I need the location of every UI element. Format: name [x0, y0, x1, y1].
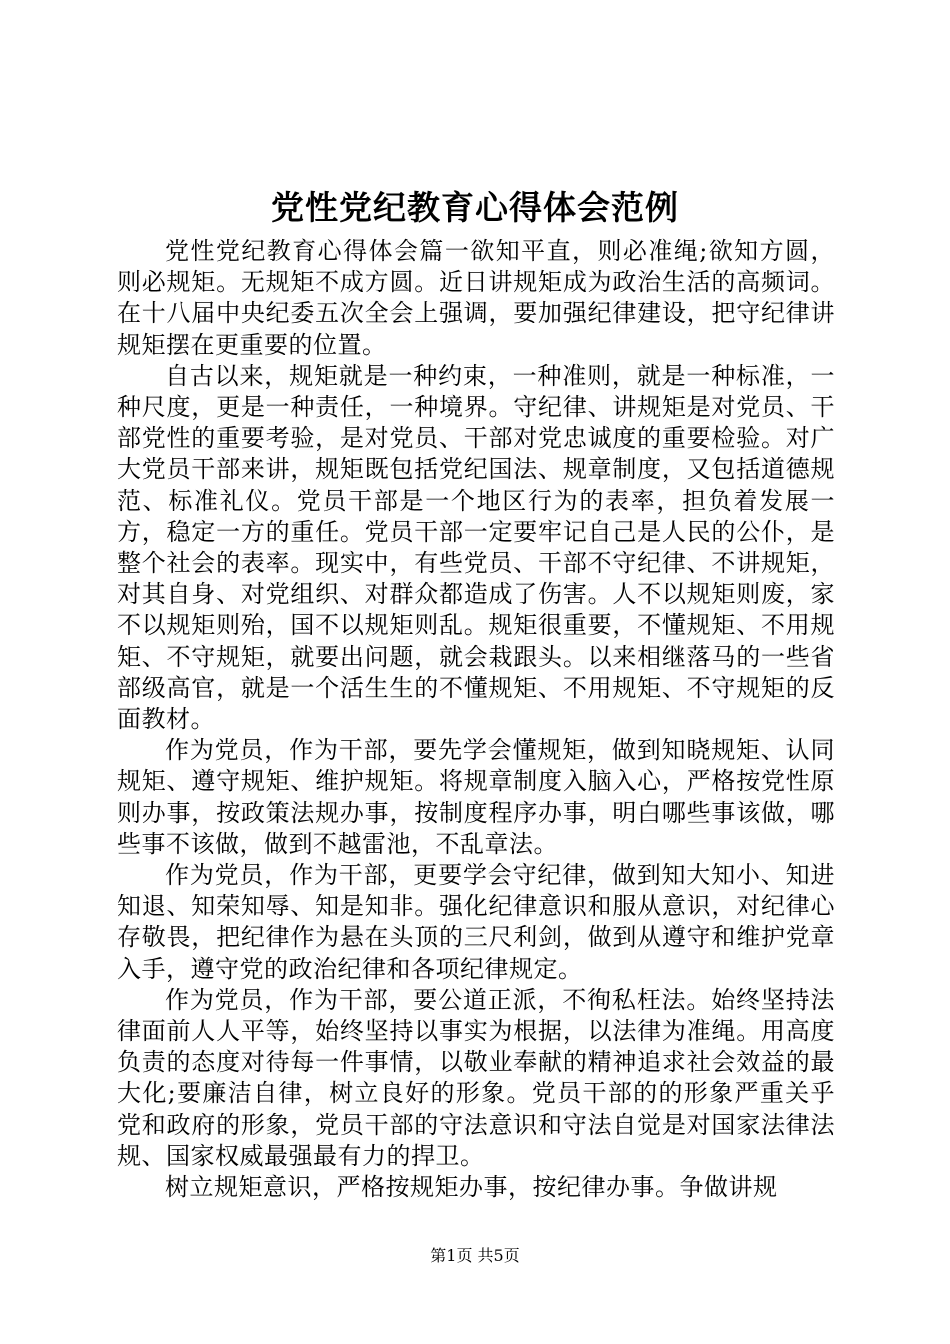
- paragraph-1: 党性党纪教育心得体会篇一欲知平直，则必准绳;欲知方圆，则必规矩。无规矩不成方圆。近日讲规矩成为政治生活的高频词。在十八届中央纪委五次全会上强调，要加强纪律建设，把守纪律讲规矩摆在更重要的位置。: [117, 237, 835, 359]
- paragraph-4: 作为党员，作为干部，更要学会守纪律，做到知大知小、知进知退、知荣知辱、知是知非。强化纪律意识和服从意识，对纪律心存敬畏，把纪律作为悬在头顶的三尺利剑，做到从遵守和维护党章入手，遵守党的政治纪律和各项纪律规定。: [117, 861, 835, 983]
- document-title: 党性党纪教育心得体会范例: [271, 188, 679, 227]
- page-number-footer: 第1页 共5页: [430, 1246, 520, 1265]
- paragraph-6: 树立规矩意识，严格按规矩办事，按纪律办事。争做讲规: [165, 1173, 778, 1202]
- document-body: [117, 236, 835, 1203]
- paragraph-2: 自古以来，规矩就是一种约束，一种准则，就是一种标准，一种尺度，更是一种责任，一种境界。守纪律、讲规矩是对党员、干部党性的重要考验，是对党员、干部对党忠诚度的重要检验。对广大党员干部来讲，规矩既包括党纪国法、规章制度，又包括道德规范、标准礼仪。党员干部是一个地区行为的表率，担负着发展一方，稳定一方的重任。党员干部一定要牢记自己是人民的公仆，是整个社会的表率。现实中，有些党员、干部不守纪律、不讲规矩，对其自身、对党组织、对群众都造成了伤害。人不以规矩则废，家不以规矩则殆，国不以规矩则乱。规矩很重要，不懂规矩、不用规矩、不守规矩，就要出问题，就会栽跟头。以来相继落马的一些省部级高官，就是一个活生生的不懂规矩、不用规矩、不守规矩的反面教材。: [117, 361, 835, 734]
- paragraph-3: 作为党员，作为干部，要先学会懂规矩，做到知晓规矩、认同规矩、遵守规矩、维护规矩。将规章制度入脑入心，严格按党性原则办事，按政策法规办事，按制度程序办事，明白哪些事该做，哪些事不该做，做到不越雷池，不乱章法。: [117, 736, 835, 858]
- paragraph-5: 作为党员，作为干部，要公道正派，不徇私枉法。始终坚持法律面前人人平等，始终坚持以事实为根据，以法律为准绳。用高度负责的态度对待每一件事情，以敬业奉献的精神追求社会效益的最大化;要廉洁自律，树立良好的形象。党员干部的的形象严重关乎党和政府的形象，党员干部的守法意识和守法自觉是对国家法律法规、国家权威最强最有力的捍卫。: [117, 985, 835, 1170]
